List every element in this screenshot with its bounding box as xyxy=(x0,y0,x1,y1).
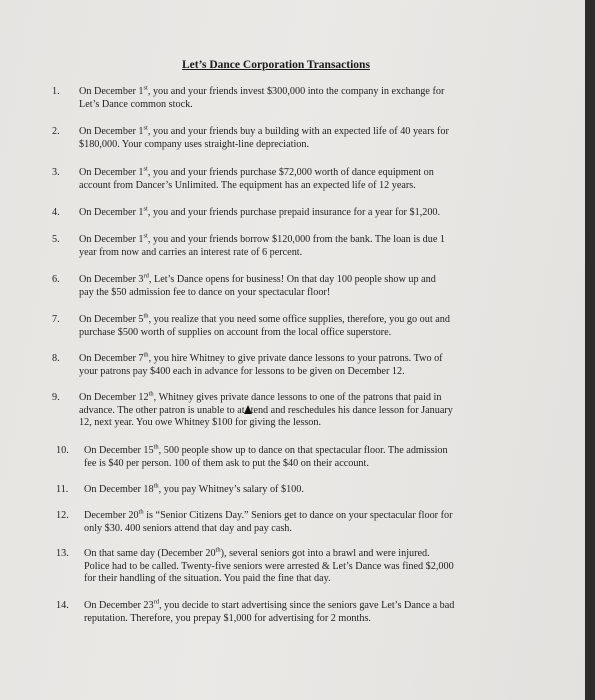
item-number: 9. xyxy=(52,392,60,403)
item-line: $180,000. Your company uses straight-line depreciation. xyxy=(79,138,310,150)
item-number: 4. xyxy=(52,207,60,218)
item-line: On December 18th, you pay Whitney’s salary of $100. xyxy=(84,482,304,495)
document-title: Let’s Dance Corporation Transactions xyxy=(182,59,370,71)
item-line: On December 5th, you realize that you need some office supplies, therefore, you go out and xyxy=(79,312,450,325)
item-text xyxy=(84,548,510,586)
item-text xyxy=(79,126,509,151)
item-line: Police had to be called. Twenty-five seniors were arrested & Let’s Dance was fined $2,000 xyxy=(84,560,454,572)
item-text xyxy=(79,314,509,339)
item-line: On December 3rd, Let’s Dance opens for business! On that day 100 people show up and xyxy=(79,272,436,285)
item-number: 1. xyxy=(52,86,60,97)
item-number: 3. xyxy=(52,167,60,178)
item-line: your patrons pay $400 each in advance for lessons to be given on December 12. xyxy=(79,365,405,377)
item-text xyxy=(84,445,510,470)
item-text xyxy=(79,167,509,192)
item-number: 10. xyxy=(56,445,69,456)
item-line: On December 1st, you and your friends purchase $72,000 worth of dance equipment on xyxy=(79,165,434,178)
item-number: 11. xyxy=(56,484,69,495)
item-line: On December 15th, 500 people show up to dance on that spectacular floor. The admission xyxy=(84,443,448,456)
item-text xyxy=(79,274,509,299)
item-line: account from Dancer’s Unlimited. The equipment has an expected life of 12 years. xyxy=(79,179,416,191)
item-line: December 20th is “Senior Citizens Day.” Seniors get to dance on your spectacular floor for xyxy=(84,508,453,521)
item-number: 6. xyxy=(52,274,60,285)
item-line: On December 1st, you and your friends borrow $120,000 from the bank. The loan is due 1 xyxy=(79,232,446,245)
item-number: 5. xyxy=(52,234,60,245)
item-line: advance. The other patron is unable to at tend and reschedules his dance lesson for January xyxy=(79,404,453,416)
item-line: On December 23rd, you decide to start advertising since the seniors gave Let’s Dance a bad xyxy=(84,598,455,611)
item-number: 12. xyxy=(56,510,69,521)
item-line: On December 7th, you hire Whitney to give private dance lessons to your patrons. Two of xyxy=(79,351,443,364)
item-text xyxy=(79,353,509,378)
item-text xyxy=(79,207,509,220)
item-text xyxy=(84,510,510,535)
item-line: for their handling of the situation. You paid the fine that day. xyxy=(84,573,331,584)
item-line: reputation. Therefore, you prepay $1,000 for advertising for 2 months. xyxy=(84,612,371,624)
item-line: Let’s Dance common stock. xyxy=(79,98,193,110)
item-line: pay the $50 admission fee to dance on your spectacular floor! xyxy=(79,286,331,298)
item-number: 14. xyxy=(56,600,69,611)
item-number: 8. xyxy=(52,353,60,364)
item-line: 12, next year. You owe Whitney $100 for giving the lesson. xyxy=(79,417,322,428)
item-line: purchase $500 worth of supplies on account from the local office superstore. xyxy=(79,326,392,338)
item-line: On December 1st, you and your friends invest $300,000 into the company in exchange for xyxy=(79,84,445,97)
item-line: On December 12th, Whitney gives private dance lessons to one of the patrons that paid in xyxy=(79,390,442,403)
item-text xyxy=(79,392,509,430)
mouse-pointer-icon xyxy=(244,405,252,414)
item-number: 13. xyxy=(56,548,69,559)
item-number: 2. xyxy=(52,126,60,137)
item-line: On December 1st, you and your friends buy a building with an expected life of 40 years for xyxy=(79,124,449,137)
item-line: fee is $40 per person. 100 of them ask to put the $40 on their account. xyxy=(84,457,369,469)
item-line: only $30. 400 seniors attend that day and pay cash. xyxy=(84,522,292,534)
item-text xyxy=(84,484,510,497)
item-text xyxy=(79,86,509,111)
item-line: On December 1st, you and your friends purchase prepaid insurance for a year for $1,200. xyxy=(79,205,441,218)
item-number: 7. xyxy=(52,314,60,325)
item-text xyxy=(79,234,509,259)
item-text xyxy=(84,600,510,625)
item-line: On that same day (December 20th), several seniors got into a brawl and were injured. xyxy=(84,546,430,559)
item-line: year from now and carries an interest rate of 6 percent. xyxy=(79,246,303,258)
